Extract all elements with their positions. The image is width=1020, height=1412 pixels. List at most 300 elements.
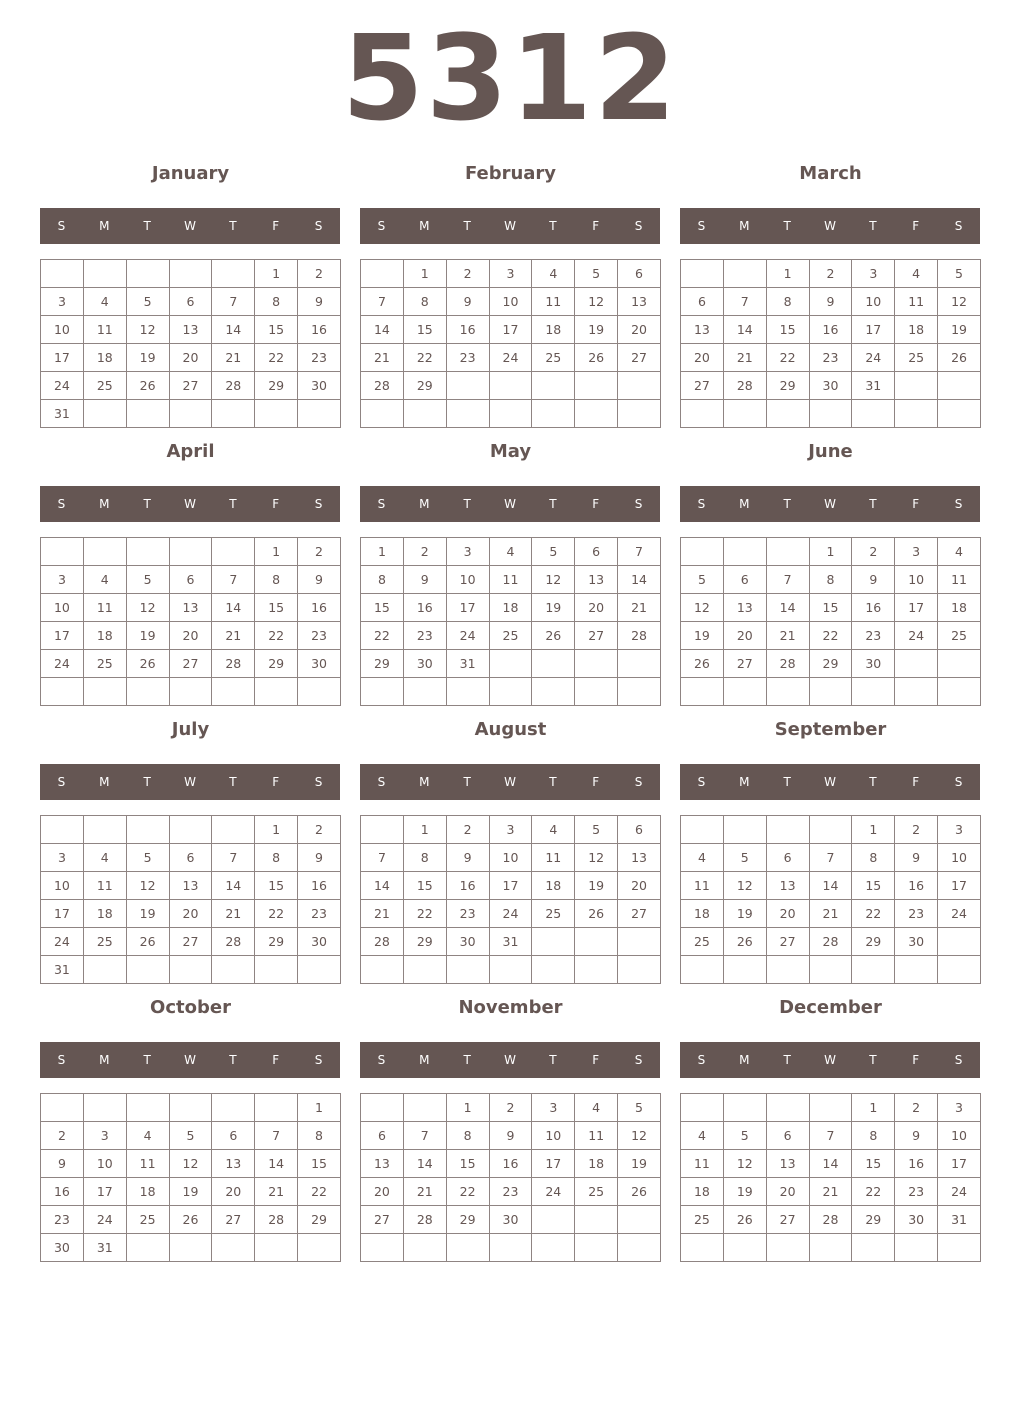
day-cell: 22 <box>298 1178 341 1206</box>
weekday-label: S <box>314 497 323 511</box>
week-row <box>41 650 341 678</box>
day-cell: 4 <box>681 844 724 872</box>
day-cell: 15 <box>809 594 852 622</box>
day-cell: 5 <box>681 566 724 594</box>
day-cell: 10 <box>489 288 532 316</box>
day-cell: 3 <box>895 538 938 566</box>
day-cell: 7 <box>618 538 661 566</box>
day-cell <box>83 400 126 428</box>
weekday-label: M <box>99 497 110 511</box>
day-cell: 29 <box>255 372 298 400</box>
day-cell: 24 <box>446 622 489 650</box>
day-cell <box>938 400 981 428</box>
day-cell <box>403 1094 446 1122</box>
day-cell: 4 <box>83 844 126 872</box>
week-row <box>361 288 661 316</box>
week-row <box>681 1150 981 1178</box>
day-cell: 19 <box>126 900 169 928</box>
week-row <box>681 928 981 956</box>
day-cell <box>169 678 212 706</box>
day-cell: 18 <box>532 316 575 344</box>
day-cell: 5 <box>126 288 169 316</box>
day-cell: 11 <box>489 566 532 594</box>
day-cell <box>169 1094 212 1122</box>
day-cell: 20 <box>618 872 661 900</box>
week-row <box>681 678 981 706</box>
day-cell: 12 <box>938 288 981 316</box>
day-cell: 21 <box>618 594 661 622</box>
week-row <box>681 400 981 428</box>
day-cell: 6 <box>618 816 661 844</box>
day-cell: 14 <box>255 1150 298 1178</box>
day-cell: 8 <box>852 844 895 872</box>
day-cell <box>852 956 895 984</box>
day-cell <box>938 650 981 678</box>
day-cell: 1 <box>255 260 298 288</box>
day-cell: 19 <box>938 316 981 344</box>
day-cell <box>809 678 852 706</box>
day-cell: 17 <box>489 316 532 344</box>
day-cell: 2 <box>852 538 895 566</box>
day-cell: 30 <box>403 650 446 678</box>
weekday-label: S <box>314 219 323 233</box>
day-cell <box>489 956 532 984</box>
day-cell <box>618 1234 661 1262</box>
day-cell <box>681 400 724 428</box>
day-cell: 5 <box>723 1122 766 1150</box>
day-cell: 25 <box>895 344 938 372</box>
day-cell: 10 <box>489 844 532 872</box>
day-cell: 8 <box>298 1122 341 1150</box>
day-cell: 28 <box>403 1206 446 1234</box>
day-cell: 18 <box>938 594 981 622</box>
day-cell <box>532 650 575 678</box>
day-cell <box>489 650 532 678</box>
day-cell <box>575 650 618 678</box>
weekday-label: M <box>99 219 110 233</box>
weekday-label: F <box>272 219 280 233</box>
day-cell: 10 <box>41 872 84 900</box>
day-cell: 17 <box>938 872 981 900</box>
day-cell: 25 <box>83 928 126 956</box>
day-cell: 13 <box>618 844 661 872</box>
day-cell: 22 <box>255 900 298 928</box>
day-cell: 25 <box>126 1206 169 1234</box>
day-cell: 17 <box>446 594 489 622</box>
day-cell: 27 <box>169 650 212 678</box>
weekday-label: S <box>634 219 643 233</box>
day-cell: 2 <box>895 816 938 844</box>
day-cell: 18 <box>83 622 126 650</box>
day-cell: 8 <box>361 566 404 594</box>
week-row <box>41 1234 341 1262</box>
day-cell: 15 <box>852 1150 895 1178</box>
day-cell: 24 <box>41 928 84 956</box>
day-cell: 15 <box>403 872 446 900</box>
day-cell: 16 <box>298 316 341 344</box>
week-row <box>681 1094 981 1122</box>
day-cell: 7 <box>212 566 255 594</box>
day-cell <box>361 260 404 288</box>
day-cell: 27 <box>618 344 661 372</box>
week-row <box>361 872 661 900</box>
week-row <box>681 622 981 650</box>
day-cell: 30 <box>852 650 895 678</box>
day-cell: 12 <box>575 844 618 872</box>
day-cell: 9 <box>41 1150 84 1178</box>
weekday-label: T <box>229 219 237 233</box>
day-cell: 24 <box>895 622 938 650</box>
day-cell: 18 <box>895 316 938 344</box>
day-cell: 19 <box>126 344 169 372</box>
day-cell: 31 <box>41 400 84 428</box>
weekday-header <box>40 764 340 800</box>
day-cell: 31 <box>852 372 895 400</box>
day-cell: 18 <box>532 872 575 900</box>
day-cell: 8 <box>403 288 446 316</box>
day-cell <box>852 400 895 428</box>
week-row <box>681 316 981 344</box>
day-cell: 2 <box>403 538 446 566</box>
weekday-label: S <box>57 775 66 789</box>
day-cell: 26 <box>723 928 766 956</box>
day-cell: 22 <box>403 344 446 372</box>
week-row <box>41 956 341 984</box>
month-name: October <box>150 997 231 1018</box>
day-cell: 4 <box>489 538 532 566</box>
weekday-header <box>680 208 980 244</box>
weekday-label: M <box>739 497 750 511</box>
day-cell: 26 <box>938 344 981 372</box>
day-cell <box>575 400 618 428</box>
day-cell <box>41 538 84 566</box>
day-grid <box>680 259 981 428</box>
weekday-label: S <box>57 497 66 511</box>
weekday-label: F <box>592 1053 600 1067</box>
week-row <box>681 872 981 900</box>
day-cell <box>895 372 938 400</box>
day-cell <box>489 678 532 706</box>
day-cell: 25 <box>532 344 575 372</box>
day-cell: 1 <box>361 538 404 566</box>
day-cell: 22 <box>255 622 298 650</box>
day-cell: 9 <box>809 288 852 316</box>
day-cell: 21 <box>212 900 255 928</box>
weekday-header <box>680 1042 980 1078</box>
day-cell: 1 <box>255 538 298 566</box>
week-row <box>681 844 981 872</box>
day-cell: 9 <box>446 844 489 872</box>
day-cell: 26 <box>575 900 618 928</box>
day-cell <box>169 260 212 288</box>
weekday-label: W <box>824 219 836 233</box>
day-cell: 22 <box>403 900 446 928</box>
day-cell: 3 <box>83 1122 126 1150</box>
weekday-label: M <box>739 775 750 789</box>
weekday-label: F <box>592 219 600 233</box>
day-cell: 2 <box>446 816 489 844</box>
day-cell: 20 <box>212 1178 255 1206</box>
day-cell: 16 <box>809 316 852 344</box>
day-cell: 19 <box>723 1178 766 1206</box>
day-cell <box>766 538 809 566</box>
day-cell: 30 <box>489 1206 532 1234</box>
day-cell: 20 <box>618 316 661 344</box>
day-cell: 13 <box>766 872 809 900</box>
day-cell: 19 <box>532 594 575 622</box>
day-cell: 9 <box>895 1122 938 1150</box>
week-row <box>361 372 661 400</box>
day-cell: 28 <box>809 1206 852 1234</box>
day-cell: 10 <box>41 594 84 622</box>
day-cell: 5 <box>618 1094 661 1122</box>
day-cell: 5 <box>126 566 169 594</box>
day-cell: 27 <box>681 372 724 400</box>
day-cell: 11 <box>532 844 575 872</box>
day-cell: 13 <box>681 316 724 344</box>
weekday-label: S <box>954 497 963 511</box>
day-cell: 10 <box>938 844 981 872</box>
day-cell: 4 <box>895 260 938 288</box>
weekday-label: W <box>824 497 836 511</box>
weekday-label: T <box>869 497 877 511</box>
day-cell: 26 <box>169 1206 212 1234</box>
weekday-label: T <box>549 219 557 233</box>
day-cell: 26 <box>681 650 724 678</box>
day-cell <box>489 1234 532 1262</box>
day-cell: 17 <box>532 1150 575 1178</box>
day-cell <box>126 400 169 428</box>
day-cell <box>723 260 766 288</box>
day-cell: 3 <box>41 288 84 316</box>
day-grid <box>360 1093 661 1262</box>
weekday-label: W <box>824 775 836 789</box>
day-cell: 26 <box>126 372 169 400</box>
day-cell: 13 <box>575 566 618 594</box>
day-cell: 25 <box>938 622 981 650</box>
weekday-label: F <box>912 219 920 233</box>
day-cell: 22 <box>255 344 298 372</box>
day-cell <box>766 1094 809 1122</box>
day-cell: 23 <box>446 900 489 928</box>
day-cell: 6 <box>169 844 212 872</box>
day-cell: 19 <box>618 1150 661 1178</box>
day-cell <box>403 956 446 984</box>
day-cell: 18 <box>83 900 126 928</box>
day-cell: 17 <box>895 594 938 622</box>
day-cell: 11 <box>126 1150 169 1178</box>
weekday-header <box>360 486 660 522</box>
week-row <box>681 344 981 372</box>
weekday-header <box>40 208 340 244</box>
weekday-header <box>360 1042 660 1078</box>
weekday-label: T <box>869 219 877 233</box>
day-cell: 28 <box>212 928 255 956</box>
day-cell <box>532 400 575 428</box>
day-cell: 21 <box>212 344 255 372</box>
day-cell: 6 <box>766 1122 809 1150</box>
day-cell: 27 <box>766 928 809 956</box>
day-cell: 21 <box>212 622 255 650</box>
week-row <box>361 1150 661 1178</box>
day-cell: 14 <box>766 594 809 622</box>
day-cell: 5 <box>575 816 618 844</box>
day-grid <box>360 537 661 706</box>
day-cell: 8 <box>255 288 298 316</box>
month-name: April <box>166 441 215 462</box>
day-cell: 23 <box>446 344 489 372</box>
day-cell <box>575 1234 618 1262</box>
day-cell: 7 <box>403 1122 446 1150</box>
day-cell: 30 <box>298 928 341 956</box>
week-row <box>41 816 341 844</box>
week-row <box>681 816 981 844</box>
day-cell: 20 <box>723 622 766 650</box>
day-cell: 10 <box>446 566 489 594</box>
weekday-label: F <box>912 775 920 789</box>
weekday-label: M <box>99 775 110 789</box>
week-row <box>361 566 661 594</box>
day-cell: 5 <box>169 1122 212 1150</box>
day-cell <box>83 678 126 706</box>
day-cell: 2 <box>809 260 852 288</box>
day-grid <box>680 1093 981 1262</box>
day-cell <box>41 260 84 288</box>
day-cell: 6 <box>766 844 809 872</box>
day-cell: 27 <box>766 1206 809 1234</box>
week-row <box>361 1178 661 1206</box>
day-cell <box>41 678 84 706</box>
day-cell <box>895 400 938 428</box>
day-cell: 24 <box>938 1178 981 1206</box>
day-cell: 27 <box>169 372 212 400</box>
day-cell: 19 <box>575 316 618 344</box>
day-cell: 8 <box>255 844 298 872</box>
week-row <box>361 1206 661 1234</box>
day-cell: 14 <box>212 872 255 900</box>
day-cell: 2 <box>41 1122 84 1150</box>
day-cell <box>83 260 126 288</box>
day-cell: 29 <box>403 372 446 400</box>
weekday-label: S <box>697 1053 706 1067</box>
day-cell: 9 <box>298 844 341 872</box>
day-cell <box>618 1206 661 1234</box>
weekday-label: S <box>57 219 66 233</box>
day-cell <box>83 816 126 844</box>
weekday-label: S <box>954 1053 963 1067</box>
day-cell <box>809 1094 852 1122</box>
day-cell: 25 <box>83 650 126 678</box>
week-row <box>361 844 661 872</box>
week-row <box>681 288 981 316</box>
weekday-header <box>680 486 980 522</box>
day-cell: 28 <box>212 372 255 400</box>
day-cell <box>618 678 661 706</box>
day-cell: 3 <box>446 538 489 566</box>
weekday-label: T <box>463 1053 471 1067</box>
weekday-label: T <box>143 219 151 233</box>
day-cell <box>212 1094 255 1122</box>
weekday-label: S <box>314 1053 323 1067</box>
weekday-label: M <box>419 219 430 233</box>
day-cell <box>575 372 618 400</box>
day-cell: 9 <box>403 566 446 594</box>
day-cell: 1 <box>766 260 809 288</box>
day-cell: 3 <box>532 1094 575 1122</box>
day-cell <box>681 260 724 288</box>
day-cell <box>212 260 255 288</box>
day-cell <box>852 678 895 706</box>
day-cell <box>255 956 298 984</box>
day-cell <box>255 1234 298 1262</box>
weekday-label: T <box>463 775 471 789</box>
day-cell: 2 <box>489 1094 532 1122</box>
week-row <box>361 400 661 428</box>
day-cell <box>126 678 169 706</box>
day-cell <box>361 956 404 984</box>
day-cell <box>446 400 489 428</box>
week-row <box>41 288 341 316</box>
day-cell: 23 <box>41 1206 84 1234</box>
weekday-header <box>360 764 660 800</box>
day-cell: 15 <box>255 594 298 622</box>
day-cell: 25 <box>681 1206 724 1234</box>
weekday-label: W <box>184 219 196 233</box>
day-cell: 12 <box>126 594 169 622</box>
day-cell <box>169 956 212 984</box>
day-cell: 23 <box>298 344 341 372</box>
day-cell: 15 <box>255 316 298 344</box>
day-cell: 27 <box>212 1206 255 1234</box>
day-cell <box>938 1234 981 1262</box>
day-grid <box>360 259 661 428</box>
day-cell: 20 <box>361 1178 404 1206</box>
day-cell: 8 <box>403 844 446 872</box>
day-grid <box>40 1093 341 1262</box>
day-cell: 16 <box>298 594 341 622</box>
day-cell: 12 <box>723 1150 766 1178</box>
day-cell: 11 <box>83 872 126 900</box>
day-cell: 8 <box>766 288 809 316</box>
day-cell <box>618 928 661 956</box>
weekday-label: S <box>954 219 963 233</box>
day-cell: 5 <box>938 260 981 288</box>
day-cell <box>446 678 489 706</box>
day-cell: 4 <box>575 1094 618 1122</box>
day-cell: 26 <box>126 928 169 956</box>
day-cell: 13 <box>723 594 766 622</box>
weekday-label: T <box>869 1053 877 1067</box>
day-cell: 26 <box>532 622 575 650</box>
day-cell: 21 <box>809 1178 852 1206</box>
day-cell <box>532 1234 575 1262</box>
day-cell: 15 <box>446 1150 489 1178</box>
day-cell: 15 <box>361 594 404 622</box>
day-cell: 29 <box>852 1206 895 1234</box>
day-cell <box>212 956 255 984</box>
weekday-label: W <box>504 497 516 511</box>
day-cell: 14 <box>809 872 852 900</box>
day-cell: 30 <box>41 1234 84 1262</box>
day-cell: 3 <box>489 260 532 288</box>
day-cell: 24 <box>852 344 895 372</box>
day-cell <box>723 1094 766 1122</box>
week-row <box>41 1094 341 1122</box>
week-row <box>41 622 341 650</box>
day-cell: 17 <box>489 872 532 900</box>
day-cell: 7 <box>809 844 852 872</box>
week-row <box>681 594 981 622</box>
